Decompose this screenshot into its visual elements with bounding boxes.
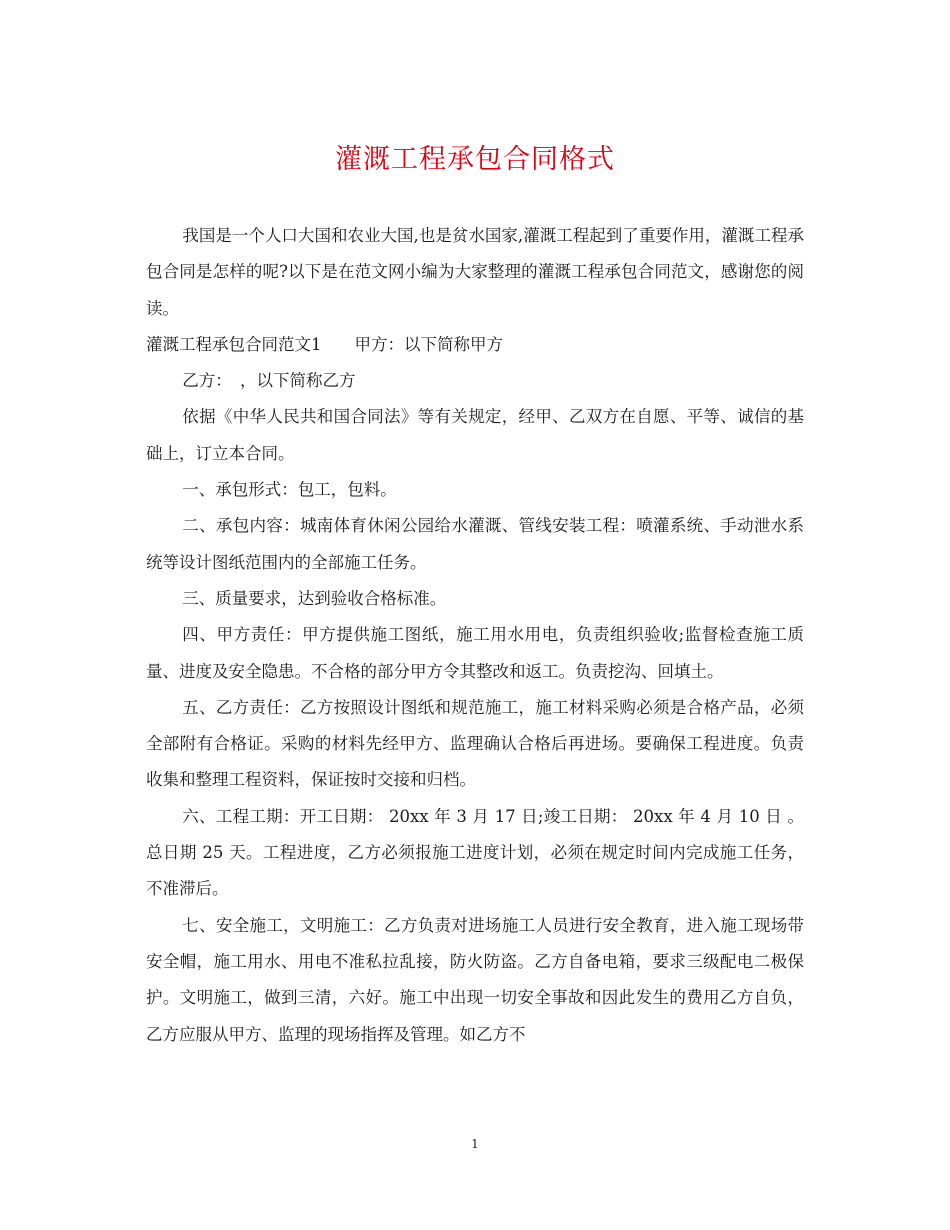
page-number: 1 xyxy=(471,1137,479,1151)
clause-contract-content: 二、承包内容：城南体育休闲公园给水灌溉、管线安装工程：喷灌系统、手动泄水系统等设计图纸范围内的全部施工任务。 xyxy=(146,516,804,572)
paragraph-sample-heading: 灌溉工程承包合同范文1 甲方：以下简称甲方 xyxy=(146,334,503,354)
paragraph-party-b: 乙方： ，以下简称乙方 xyxy=(182,371,356,391)
clause-safety: 七、安全施工，文明施工：乙方负责对进场施工人员进行安全教育，进入施工现场带安全帽，施工用水、用电不准私拉乱接，防火防盗。乙方自备电箱，要求三级配电二极保护。文明施工，做到三清，六好。施工中出现一切安全事故和因此发生的费用乙方自负，乙方应服从甲方、监理的现场指挥及管理。如乙方不 xyxy=(146,915,804,1044)
paragraph-intro: 我国是一个人口大国和农业大国,也是贫水国家,灌溉工程起到了重要作用，灌溉工程承包合同是怎样的呢?以下是在范文网小编为大家整理的灌溉工程承包合同范文，感谢您的阅读。 xyxy=(146,226,804,318)
document-title: 灌溉工程承包合同格式 xyxy=(335,144,615,175)
paragraph-legal-basis: 依据《中华人民共和国合同法》等有关规定，经甲、乙双方在自愿、平等、诚信的基础上，订立本合同。 xyxy=(146,407,804,463)
clause-quality-requirement: 三、质量要求，达到验收合格标准。 xyxy=(182,588,447,608)
clause-party-b-duties: 五、乙方责任：乙方按照设计图纸和规范施工，施工材料采购必须是合格产品，必须全部附有合格证。采购的材料先经甲方、监理确认合格后再进场。要确保工程进度。负责收集和整理工程资料，保证按时交接和归档。 xyxy=(146,697,804,790)
clause-party-a-duties: 四、甲方责任：甲方提供施工图纸，施工用水用电，负责组织验收;监督检查施工质量、进度及安全隐患。不合格的部分甲方令其整改和返工。负责挖沟、回填土。 xyxy=(146,625,804,681)
document-body xyxy=(146,218,804,1053)
clause-schedule: 六、工程工期：开工日期： 20xx 年 3 月 17 日;竣工日期： 20xx 年 4 月 10 日 。总日期 25 天。工程进度，乙方必须报施工进度计划，必须在规定时间内完成施工任务，不准滞后。 xyxy=(146,806,804,899)
clause-contract-form: 一、承包形式：包工，包料。 xyxy=(182,480,397,500)
